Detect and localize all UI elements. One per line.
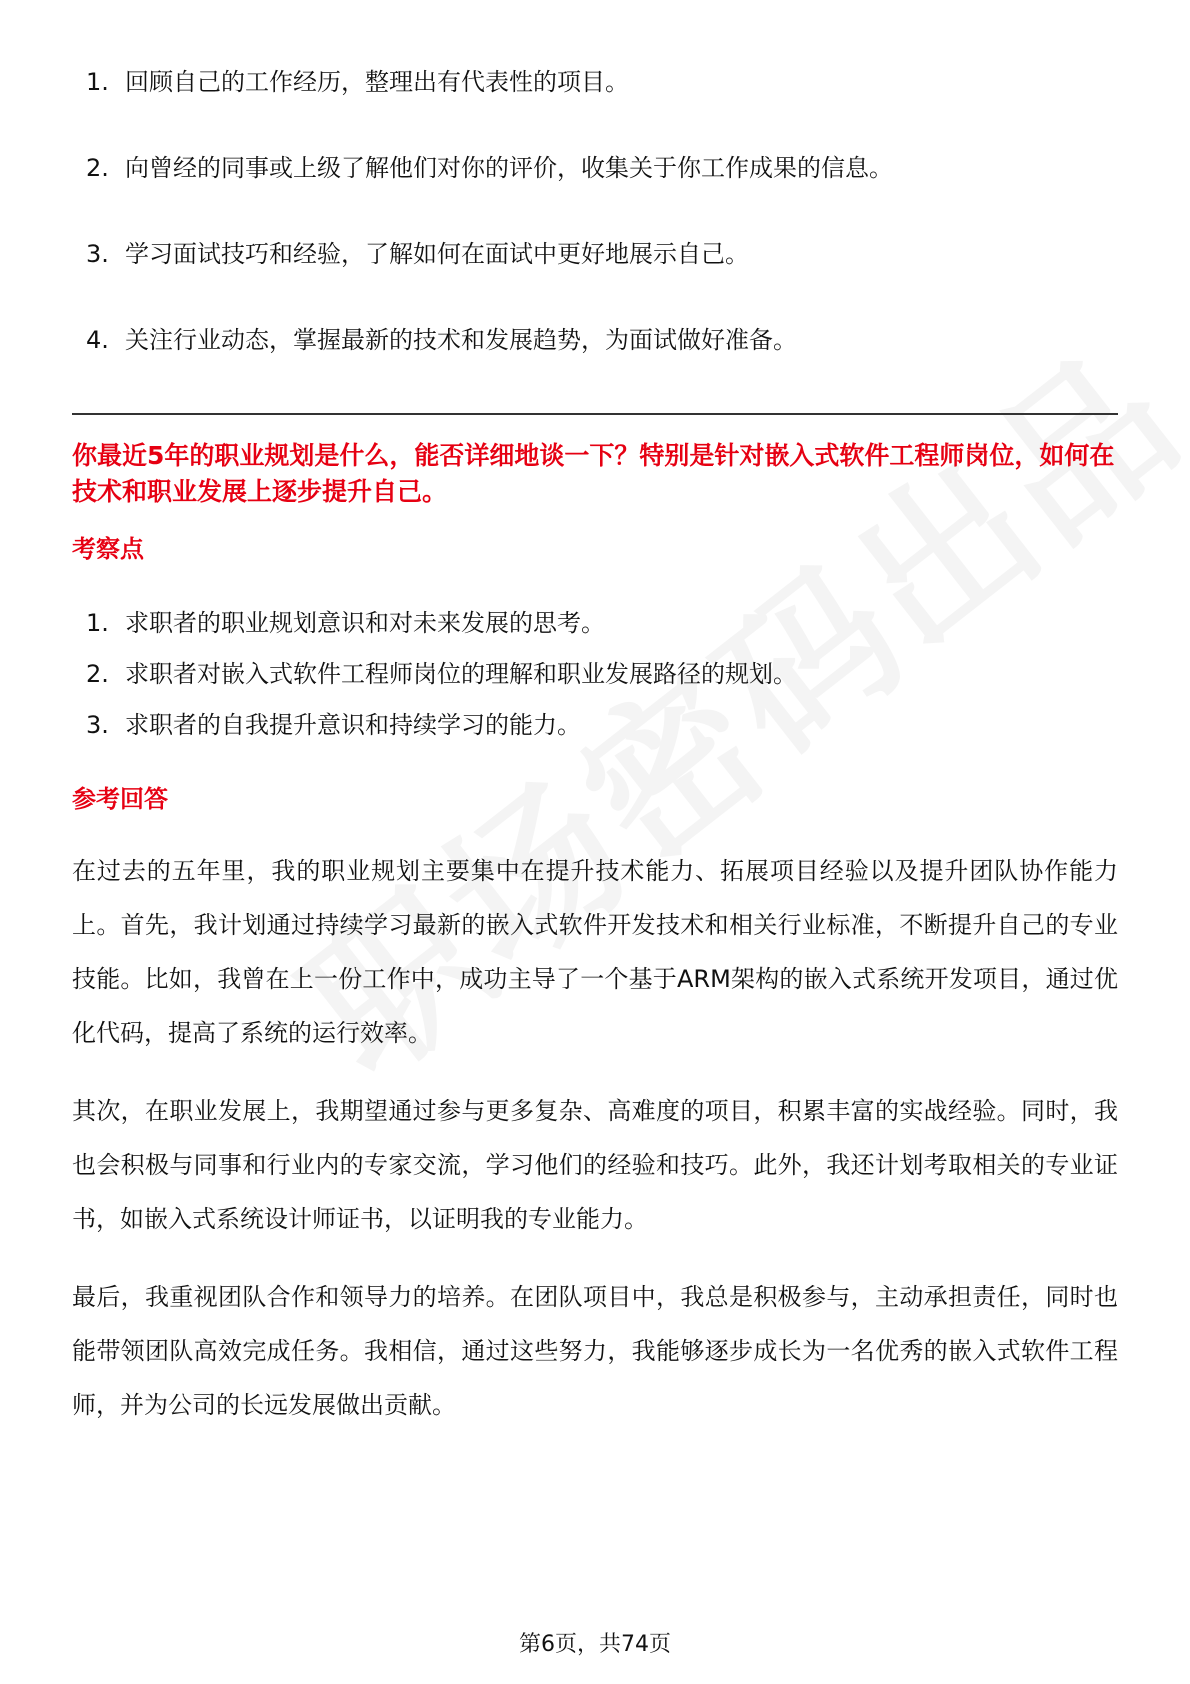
list-item	[72, 237, 1118, 271]
list-item	[72, 151, 1118, 185]
list-item-number: 2.	[86, 154, 109, 182]
list-item-text: 求职者对嵌入式软件工程师岗位的理解和职业发展路径的规划。	[125, 660, 797, 688]
page-footer: 第6页，共74页	[519, 1632, 671, 1657]
list-item-text: 关注行业动态，掌握最新的技术和发展趋势，为面试做好准备。	[125, 326, 797, 354]
kaocha-list	[72, 606, 1118, 742]
kaocha-heading: 考察点	[72, 535, 144, 563]
list-item	[72, 65, 1118, 99]
question-heading: 你最近5年的职业规划是什么，能否详细地谈一下？特别是针对嵌入式软件工程师岗位，如何在技术和职业发展上逐步提升自己。	[72, 441, 1115, 506]
list-item-number: 3.	[86, 711, 109, 739]
list-item-number: 1.	[86, 68, 109, 96]
list-item-number: 3.	[86, 240, 109, 268]
list-item-text: 求职者的自我提升意识和持续学习的能力。	[125, 711, 581, 739]
page-content	[72, 0, 1118, 1432]
list-item-text: 回顾自己的工作经历，整理出有代表性的项目。	[125, 68, 629, 96]
list-item-text: 向曾经的同事或上级了解他们对你的评价，收集关于你工作成果的信息。	[125, 154, 893, 182]
list-item	[72, 708, 1118, 742]
list-item	[72, 657, 1118, 691]
answer-paragraph: 在过去的五年里，我的职业规划主要集中在提升技术能力、拓展项目经验以及提升团队协作能力上。首先，我计划通过持续学习最新的嵌入式软件开发技术和相关行业标准，不断提升自己的专业技能。比如，我曾在上一份工作中，成功主导了一个基于ARM架构的嵌入式系统开发项目，通过优化代码，提高了系统的运行效率。	[72, 857, 1118, 1047]
answer-paragraph: 最后，我重视团队合作和领导力的培养。在团队项目中，我总是积极参与，主动承担责任，同时也能带领团队高效完成任务。我相信，通过这些努力，我能够逐步成长为一名优秀的嵌入式软件工程师，并为公司的长远发展做出贡献。	[72, 1283, 1118, 1419]
list-item	[72, 606, 1118, 640]
list-item-text: 求职者的职业规划意识和对未来发展的思考。	[125, 609, 605, 637]
answer-heading: 参考回答	[72, 785, 168, 813]
list-item-number: 1.	[86, 609, 109, 637]
list-item	[72, 323, 1118, 357]
answer-paragraph: 其次，在职业发展上，我期望通过参与更多复杂、高难度的项目，积累丰富的实战经验。同时，我也会积极与同事和行业内的专家交流，学习他们的经验和技巧。此外，我还计划考取相关的专业证书，如嵌入式系统设计师证书，以证明我的专业能力。	[72, 1097, 1118, 1233]
list-item-number: 4.	[86, 326, 109, 354]
section-divider	[72, 413, 1118, 415]
preparation-list	[72, 0, 1118, 357]
list-item-text: 学习面试技巧和经验，了解如何在面试中更好地展示自己。	[125, 240, 749, 268]
list-item-number: 2.	[86, 660, 109, 688]
